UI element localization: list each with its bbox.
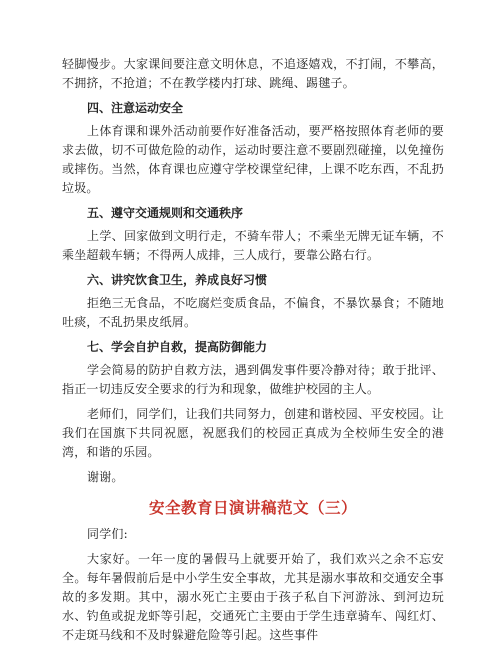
speech-title: 安全教育日演讲稿范文（三） bbox=[148, 498, 357, 517]
paragraph-traffic-rules: 上学、回家做到文明行走，不骑车带人；不乘坐无牌无证车辆，不乘坐超载车辆；不得两人成排，三人成行，要靠公路右行。 bbox=[62, 229, 444, 262]
heading-food-hygiene: 六、讲究饮食卫生，养成良好习惯 bbox=[87, 273, 268, 287]
speech-greeting: 同学们: bbox=[87, 527, 128, 541]
heading-sports-safety: 四、注意运动安全 bbox=[87, 101, 184, 115]
paragraph-self-protection: 学会简易的防护自救方法，遇到偶发事件要冷静对待；敢于批评、指正一切违反安全要求的行为和现象，做维护校园的主人。 bbox=[62, 363, 444, 396]
paragraph-closing-appeal: 老师们，同学们，让我们共同努力，创建和谐校园、平安校园。让我们在国旗下共同祝愿，祝愿我们的校园正真成为全校师生安全的港湾，和谐的乐园。 bbox=[62, 407, 444, 459]
paragraph-summer-safety: 大家好。一年一度的暑假马上就要开始了，我们欢兴之余不忘安全。每年暑假前后是中小学生安全事故，尤其是溺水事故和交通安全事故的多发期。其中，溺水死亡主要由于孩子私自下河游泳、到河边玩水、钓鱼或捉龙虾等引起，交通死亡主要由于学生违章骑车、闯红灯、不走斑马线和不及时躲避危险等引起。这些事件 bbox=[62, 552, 444, 642]
heading-traffic-rules: 五、遵守交通规则和交通秩序 bbox=[87, 206, 244, 220]
paragraph-classroom-safety-end: 轻脚慢步。大家课间要注意文明休息，不追逐嬉戏，不打闹，不攀高，不拥挤，不抢道；不在教学楼内打球、跳绳、踢毽子。 bbox=[62, 57, 444, 90]
paragraph-sports-safety: 上体育课和课外活动前要作好准备活动，要严格按照体育老师的要求去做，切不可做危险的动作，运动时要注意不要剧烈碰撞，以免撞伤或摔伤。当然，体育课也应遵守学校课堂纪律，上课不吃东西，不乱扔垃圾。 bbox=[62, 124, 444, 195]
paragraph-food-hygiene: 拒绝三无食品，不吃腐烂变质食品，不偏食，不暴饮暴食；不随地吐痰，不乱扔果皮纸屑。 bbox=[62, 296, 444, 329]
heading-self-protection: 七、学会自护自救，提高防御能力 bbox=[87, 340, 268, 354]
paragraph-thanks: 谢谢。 bbox=[87, 470, 124, 484]
